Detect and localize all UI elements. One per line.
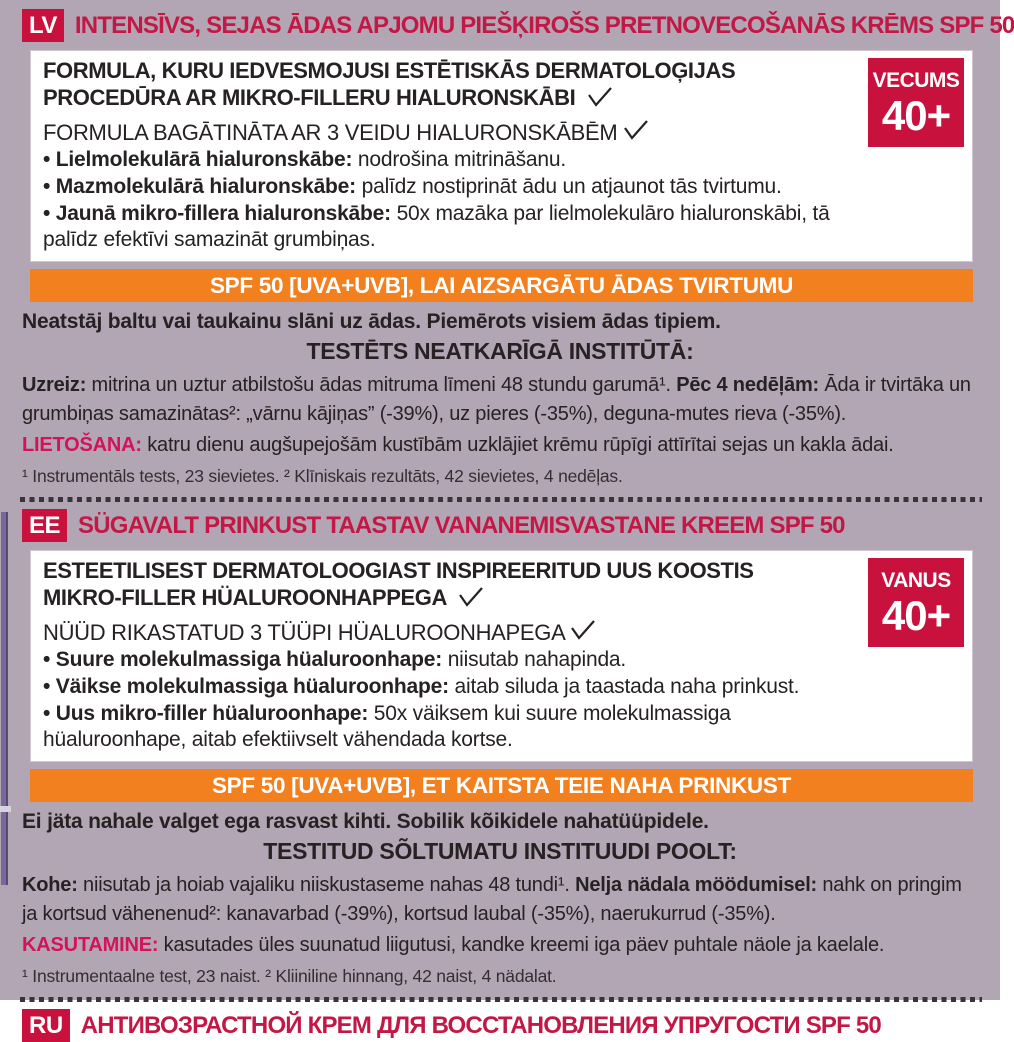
ee-bullet-2 bbox=[43, 674, 857, 700]
lv-bullet-1 bbox=[43, 147, 857, 173]
lv-immediate-label: Uzreiz: bbox=[22, 374, 87, 397]
ee-formula-heading-line1: ESTEETILISEST DERMATOLOOGIAST INSPIREERITUD UUS KOOSTIS bbox=[43, 558, 754, 584]
ee-header-row bbox=[22, 509, 978, 542]
package-edge-strip bbox=[1, 512, 8, 885]
lv-language-badge: LV bbox=[22, 9, 64, 42]
ee-test-results bbox=[22, 871, 978, 928]
ee-bullet-3-label: • Uus mikro-filler hüaluroonhape: bbox=[43, 702, 368, 725]
lv-tested-heading: TESTĒTS NEATKARĪGĀ INSTITŪTĀ: bbox=[306, 338, 694, 365]
lv-bullet-3-label: • Jaunā mikro-fillera hialuronskābe: bbox=[43, 202, 391, 225]
lv-immediate-text: mitrina un uztur atbilstošu ādas mitruma līmeni 48 stundu garumā¹. bbox=[91, 374, 671, 397]
checkmark-icon bbox=[458, 586, 484, 607]
ee-usage-text: kasutades üles suunatud liigutusi, kandke kreemi iga päev puhtale näole ja kaelale. bbox=[163, 934, 885, 957]
section-divider bbox=[20, 997, 982, 1002]
package-edge-tick bbox=[0, 806, 11, 812]
checkmark-icon bbox=[587, 86, 613, 107]
ee-language-badge: EE bbox=[22, 509, 67, 542]
ee-skin-note: Ei jäta nahale valget ega rasvast kihti. Sobilik kõikidele nahatüüpidele. bbox=[22, 810, 709, 834]
ee-bullet-3-text: 50x väiksem kui suure molekulmassiga hüaluroonhape, aitab efektiivselt vähendada kortse. bbox=[43, 702, 731, 752]
ru-product-title: АНТИВОЗРАСТНОЙ КРЕМ ДЛЯ ВОССТАНОВЛЕНИЯ УПРУГОСТИ SPF 50 bbox=[80, 1011, 881, 1039]
lv-usage-text: katru dienu augšupejošām kustībām uzklājiet krēmu rūpīgi attīrītai sejas un kakla ādai. bbox=[147, 434, 894, 457]
lv-weeks-label: Pēc 4 nedēļām: bbox=[676, 374, 820, 397]
lv-formula-heading-line2 bbox=[43, 85, 857, 112]
lv-age-badge-value: 40+ bbox=[881, 92, 951, 139]
lv-bullet-3 bbox=[43, 201, 857, 253]
lv-usage bbox=[22, 432, 978, 459]
lv-formula-heading-line1: FORMULA, KURU IEDVESMOJUSI ESTĒTISKĀS DERMATOLOĢIJAS bbox=[43, 58, 736, 83]
ee-usage bbox=[22, 932, 978, 959]
lv-formula-box bbox=[30, 50, 973, 262]
ee-usage-label: KASUTAMINE: bbox=[22, 934, 159, 957]
ee-bullet-2-label: • Väikse molekulmassiga hüaluroonhape: bbox=[43, 675, 449, 698]
checkmark-icon bbox=[623, 119, 649, 140]
ee-footnote: ¹ Instrumentaalne test, 23 naist. ² Kliiniline hinnang, 42 naist, 4 nädalat. bbox=[22, 966, 557, 987]
ee-product-title: SÜGAVALT PRINKUST TAASTAV VANANEMISVASTANE KREEM SPF 50 bbox=[78, 511, 845, 539]
lv-footnote: ¹ Instrumentāls tests, 23 sievietes. ² Klīniskais rezultāts, 42 sievietes, 4 nedēļas. bbox=[22, 466, 623, 487]
ee-age-badge bbox=[868, 558, 964, 647]
ee-formula-heading-line2-text: MIKRO-FILLER HÜALUROONHAPPEGA bbox=[43, 584, 447, 610]
ee-weeks-label: Nelja nädala möödumisel: bbox=[575, 874, 818, 897]
checkmark-icon bbox=[570, 619, 596, 640]
lv-formula-subheading bbox=[43, 119, 857, 147]
lv-usage-label: LIETOŠANA: bbox=[22, 434, 142, 457]
lv-product-title: INTENSĪVS, SEJAS ĀDAS APJOMU PIEŠĶIROŠS PRETNOVECOŠANĀS KRĒMS SPF 50 bbox=[74, 11, 1014, 39]
ee-formula-subheading bbox=[43, 619, 857, 647]
ee-bullet-2-text: aitab siluda ja taastada naha prinkust. bbox=[454, 675, 800, 699]
ee-tested-heading: TESTITUD SÕLTUMATU INSTITUUDI POOLT: bbox=[263, 838, 737, 865]
lv-header-row bbox=[22, 0, 1014, 42]
ee-bullet-3 bbox=[43, 701, 857, 753]
lv-bullet-1-label: • Lielmolekulārā hialuronskābe: bbox=[43, 148, 352, 171]
ee-formula-box bbox=[30, 550, 973, 762]
ee-age-badge-label: VANUS bbox=[881, 569, 951, 593]
ee-weeks-text: nahk on pringim ja kortsud vähenenud²: kanavarbad (-39%), kortsud laubal (-35%), naerukurrud (-35%). bbox=[22, 874, 962, 925]
lv-age-badge bbox=[868, 58, 964, 147]
ee-bullet-1 bbox=[43, 647, 857, 673]
section-divider bbox=[20, 497, 982, 502]
lv-bullet-3-text: 50x mazāka par lielmolekulāro hialuronskābi, tā palīdz efektīvi samazināt grumbiņas. bbox=[43, 202, 830, 252]
ee-formula-heading-line2 bbox=[43, 585, 857, 612]
lv-formula-subheading-text: FORMULA BAGĀTINĀTA AR 3 VEIDU HIALURONSKĀBĒM bbox=[43, 119, 618, 145]
ru-header-row bbox=[22, 1009, 978, 1042]
lv-skin-note: Neatstāj baltu vai taukainu slāni uz ādas. Piemērots visiem ādas tipiem. bbox=[22, 310, 721, 334]
lv-test-results bbox=[22, 371, 978, 428]
lv-bullet-2-text: palīdz nostiprināt ādu un atjaunot tās tvirtumu. bbox=[361, 175, 782, 199]
lv-bullet-1-text: nodrošina mitrināšanu. bbox=[357, 148, 566, 172]
ee-bullet-1-label: • Suure molekulmassiga hüaluroonhape: bbox=[43, 648, 442, 671]
lv-formula-heading-line2-text: PROCEDŪRA AR MIKRO-FILLERU HIALURONSKĀBI bbox=[43, 84, 576, 110]
ee-immediate-text: niisutab ja hoiab vajaliku niiskustaseme nahas 48 tundi¹. bbox=[83, 874, 570, 897]
lv-bullet-2-label: • Mazmolekulārā hialuronskābe: bbox=[43, 175, 356, 198]
lv-weeks-text: Āda ir tvirtāka un grumbiņas samazinātas²: „vārnu kājiņas” (-39%), uz pieres (-35%), deguna-mutes rieva (-35%). bbox=[22, 374, 971, 425]
ee-bullet-1-text: niisutab nahapinda. bbox=[447, 648, 627, 672]
ru-language-badge: RU bbox=[22, 1009, 70, 1042]
ee-immediate-label: Kohe: bbox=[22, 874, 78, 897]
ee-age-badge-value: 40+ bbox=[881, 592, 951, 640]
lv-age-badge-label: VECUMS bbox=[872, 69, 960, 92]
lv-bullet-2 bbox=[43, 174, 857, 200]
ee-formula-subheading-text: NÜÜD RIKASTATUD 3 TÜÜPI HÜALUROONHAPEGA bbox=[43, 619, 565, 645]
ee-spf-banner: SPF 50 [UVA+UVB], ET KAITSTA TEIE NAHA PRINKUST bbox=[30, 769, 973, 802]
lv-spf-banner: SPF 50 [UVA+UVB], LAI AIZSARGĀTU ĀDAS TVIRTUMU bbox=[30, 269, 973, 302]
